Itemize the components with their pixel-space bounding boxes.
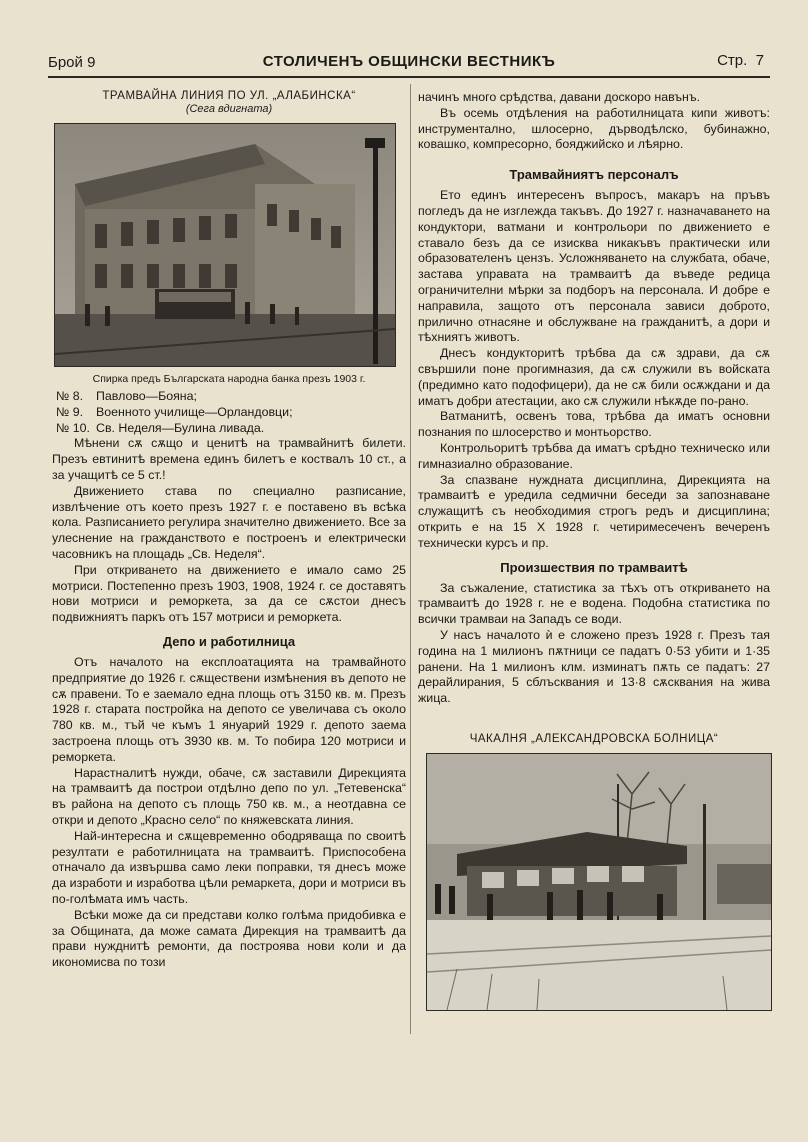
paragraph-workshop: Най-интересна и сѫщевременно ободряваща по своитѣ резултати е работилницата на трамваитѣ. Приспособена отначало да извършва само леки поправки, тя днесъ може да изработи и изработва цѣли ремаркета, дори и мотриси въ по-голѣмата имъ часть. bbox=[52, 828, 406, 906]
paragraph-benefit: Всѣки може да си представи колко голѣма придобивка е за Общината, да може самата Дирекция на трамваитѣ да прави нужднитѣ ремонти, да построява нови коли и да икономисва по този bbox=[52, 907, 406, 970]
paragraph-continued: начинъ много срѣдства, давани доскоро навънъ. bbox=[418, 90, 701, 104]
paragraph-staff-intro: Ето единъ интересенъ въпросъ, макаръ на пръвъ погледъ да не изглежда такъвъ. До 1927 г. назначаването на кондуктори, ватмани и контрольори по движението е ставало безъ да се изисква никакъвъ практически или образователенъ цензъ. Усложняването на службата, обаче, застава управата на трамваитѣ да въведе редица ограничителни мѣрки за подборъ на персонала. И добре е направила, защото отъ персонала зависи доброто, прилично отнасяне и обслужване на гражданитѣ, а дори и тѣхниятъ животъ. bbox=[418, 188, 770, 345]
paragraph-workshop-departments: Въ осемь отдѣления на работилницата кипи животъ: инструментално, шлосерно, дърводѣлско, бубинажно, ковашко, компресорно, бояджийско и лѣярно. bbox=[418, 105, 770, 152]
paragraph-accident-figures: У насъ началото ѝ е сложено презъ 1928 г. Презъ тая година на 1 милионъ пѫтници се падатъ 0·53 убити и 1·35 ранени. На 1 милионъ клм. изминатъ пѫть се падатъ: 27 дерайлирания, 5 сблъсквания и 13·8 сѫсквания на жива жица. bbox=[418, 627, 770, 706]
paragraph-depot-area: Отъ началото на експлоатацията на трамвайното предприятие до 1926 г. сѫществени измѣнения въ депото не сѫ правени. То е заемало една площь отъ 3150 кв. м. Презъ 1928 г. старата постройка на депото се увеличава съ около 780 кв. м., тъй че къмъ 1 януарий 1929 г. депото заема застроена площь отъ 3930 кв. м. То побира 120 мотриси и реморкета. bbox=[52, 654, 406, 764]
paragraph-schedule: Движението става по специално разписание, извлѣчение отъ което презъ 1927 г. е поставено въ всѣка кола. Разписанието регулира значително движението. Все за улеснение на гражданството е построенъ и електрически часовникъ на площадь „Св. Неделя“. bbox=[52, 483, 406, 561]
photo2-caption: ЧАКАЛНЯ „АЛЕКСАНДРОВСКА БОЛНИЦА“ bbox=[469, 732, 719, 745]
heading-staff: Трамвайниятъ персоналъ bbox=[509, 167, 679, 183]
route-name: Военното училище—Орландовци; bbox=[96, 404, 293, 419]
paragraph-controllers: Контрольоритѣ трѣбва да иматъ срѣдно техническо или гимназиално образование. bbox=[418, 440, 770, 471]
tram-street-photo-drawing bbox=[55, 124, 395, 366]
column-divider bbox=[410, 84, 411, 1034]
paragraph-discipline: За спазване нуждната дисциплина, Дирекцията на трамваитѣ е уредила седмични беседи за запознаване служащитѣ съ необходимия строгъ редъ и дисциплина; открить е на 15 X 1928 г. четиримесеченъ вечеренъ технически курсъ и пр. bbox=[418, 472, 770, 550]
heading-accidents: Произшествия по трамваитѣ bbox=[500, 559, 688, 575]
issue-number: Брой 9 bbox=[48, 54, 96, 71]
paragraph-rolling-stock: При откриването на движението е имало само 25 мотриси. Постепенно презъ 1903, 1908, 1924 г. се доставятъ нови мотриси и реморкета, за да се сѫстои днесъ подвижниятъ паркъ отъ 157 мотриси и реморкета. bbox=[52, 562, 406, 625]
photo1-caption: ТРАМВАЙНА ЛИНИЯ ПО УЛ. „АЛАБИНСКА“ bbox=[102, 90, 356, 102]
route-number: № 8. bbox=[56, 389, 84, 403]
paragraph-new-depots: Нарастналитѣ нужди, обаче, сѫ заставили Дирекцията на трамваитѣ да построи отдѣлно депо по ул. „Тетевенска“ въ района на депото съ площь 750 кв. м., а неотдавна се откри и депото „Красно село“ по княжевската линия. bbox=[52, 765, 406, 827]
route-number: № 10. bbox=[56, 420, 90, 435]
route-line bbox=[52, 405, 406, 421]
paragraph-drivers: Ватманитѣ, освенъ това, трѣбва да иматъ основни познания по шлосерство и монтьорство. bbox=[418, 409, 770, 440]
photo1-under-caption: Спирка предъ Българската народна банка презъ 1903 г. bbox=[92, 373, 366, 385]
route-name: Павлово—Бояна; bbox=[96, 389, 197, 403]
waiting-room-photo-drawing bbox=[427, 754, 771, 1010]
page-number: 7 bbox=[755, 52, 764, 69]
waiting-room-photo bbox=[426, 753, 772, 1011]
photo1-subcaption: (Сега вдигната) bbox=[185, 103, 273, 115]
paragraph-conductors: Днесъ кондукторитѣ трѣбва да сѫ здрави, да сѫ свършили поне прогимназия, да сѫ служили въ войската (предимно като подофицери), да не сѫ били осѫждани и да иматъ добри атестации, ако сѫ служили нѣкѫде по-рано. bbox=[418, 346, 770, 408]
right-column bbox=[418, 90, 770, 1011]
route-line bbox=[52, 421, 406, 437]
route-name: Св. Неделя—Булина ливада. bbox=[96, 420, 265, 435]
tram-street-photo bbox=[54, 123, 396, 367]
page-header bbox=[48, 50, 770, 78]
newspaper-title: СТОЛИЧЕНЪ ОБЩИНСКИ ВЕСТНИКЪ bbox=[262, 53, 556, 70]
paragraph-statistics: За съжаление, статистика за тѣхъ отъ откриването на трамваитѣ до 1928 г. не е водена. Подобна статистика по всички трамваи на Западъ се води. bbox=[418, 580, 770, 627]
route-line bbox=[52, 389, 406, 405]
heading-depot: Депо и работилница bbox=[162, 633, 296, 649]
route-number: № 9. bbox=[56, 404, 84, 419]
page-label: Стр. bbox=[717, 52, 748, 69]
left-column bbox=[52, 90, 406, 971]
page-number-label bbox=[717, 52, 764, 69]
paragraph-ticket-prices: Мѣнени сѫ сѫщо и ценитѣ на трамвайнитѣ билети. Презъ евтинитѣ времена единъ билетъ е коствалъ 10 ст., а за учащитѣ се 5 ст.! bbox=[52, 436, 406, 482]
